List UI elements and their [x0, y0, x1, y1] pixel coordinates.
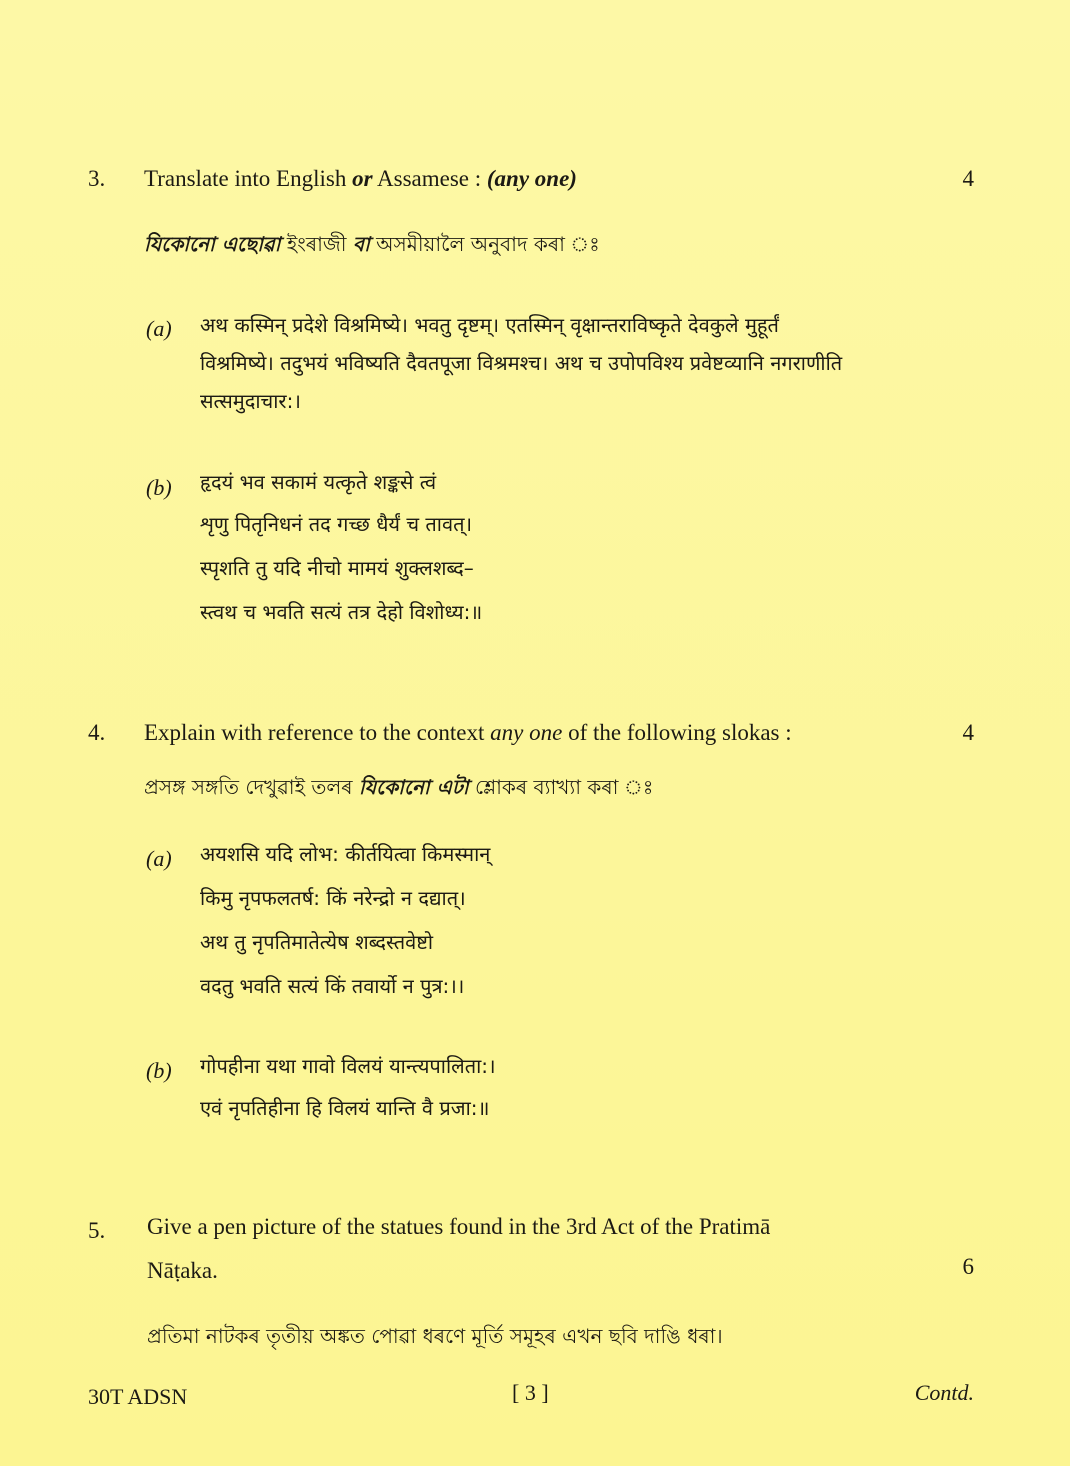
q4-as-b: যিকোনো এটা — [358, 775, 469, 799]
q3-text-b: Assamese : — [372, 166, 487, 191]
q4-as-a: প্ৰসঙ্গ সঙ্গতি দেখুৱাই তলৰ — [144, 775, 359, 799]
q4-number: 4. — [88, 720, 106, 745]
q3-a-passage — [200, 306, 975, 420]
q3-text-or: or — [352, 166, 373, 191]
q4-text-b: of the following slokas : — [562, 720, 792, 745]
q4-a-line: अथ तु नृपतिमातेत्येष शब्दस्तवेष्टो — [200, 930, 434, 954]
q3-number: 3. — [88, 166, 106, 191]
q5-assamese: প্ৰতিমা নাটকৰ তৃতীয় অঙ্কত পোৱা ধৰণে মূৰ্তি সমূহৰ এখন ছবি দাঙি ধৰা। — [147, 1324, 723, 1348]
page-number: [ 3 ] — [512, 1380, 549, 1405]
q3-a-label: (a) — [146, 316, 172, 341]
q3-b-line: शृणु पितृनिधनं तद गच्छ धैर्यं च तावत्। — [200, 512, 473, 536]
q4-a-line: किमु नृपफलतर्ष: किं नरेन्द्रो न दद्यात्। — [200, 886, 466, 910]
q4-marks: 4 — [962, 720, 974, 745]
q3-as-a: যিকোনো এছোৱা — [144, 232, 281, 256]
q3-b-line: स्पृशति तु यदि नीचो मामयं शुक्लशब्द– — [200, 556, 474, 580]
q3-as-or: বা — [352, 232, 370, 256]
q3-text-a: Translate into English — [144, 166, 353, 191]
q4-a-line: अयशसि यदि लोभ: कीर्तयित्वा किमस्मान् — [200, 842, 491, 866]
q3-b-label: (b) — [146, 475, 172, 500]
q4-b-line: एवं नृपतिहीना हि विलयं यान्ति वै प्रजा:॥ — [200, 1096, 490, 1120]
paper-code: 30T ADSN — [88, 1384, 188, 1409]
q4-as-c: শ্লোকৰ ব্যাখ্যা কৰা ঃ — [468, 775, 654, 799]
q3-instruction — [144, 166, 944, 192]
q3-assamese-instruction — [144, 230, 600, 263]
q5-line1: Give a pen picture of the statues found in the 3rd Act of the Pratimā — [147, 1214, 771, 1239]
q3-b-line: हृदयं भव सकामं यत्कृते शङ्कसे त्वं — [200, 470, 437, 494]
q4-a-label: (a) — [146, 846, 172, 871]
q3-a-line: विश्रमिष्ये। तदुभयं भविष्यति दैवतपूजा विश्रमश्च। अथ च उपोपविश्य प्रवेष्टव्यानि नगराणीति — [200, 351, 843, 375]
q3-a-line: अथ कस्मिन् प्रदेशे विश्रमिष्ये। भवतु दृष्टम्। एतस्मिन् वृक्षान्तराविष्कृते देवकुले मुहूर्तं — [200, 313, 779, 337]
q4-text-a: Explain with reference to the context — [144, 720, 491, 745]
q3-as-b: ইংৰাজী — [280, 232, 353, 256]
q4-instruction — [144, 720, 944, 746]
q3-marks: 4 — [962, 166, 974, 191]
q4-b-line: गोपहीना यथा गावो विलयं यान्त्यपालिता:। — [200, 1054, 496, 1078]
q3-b-line: स्त्वथ च भवति सत्यं तत्र देहो विशोध्य:॥ — [200, 600, 483, 624]
q4-assamese-instruction — [144, 773, 653, 806]
q4-b-label: (b) — [146, 1058, 172, 1083]
q5-line2: Nāṭaka. — [147, 1258, 218, 1283]
q5-number: 5. — [88, 1218, 106, 1243]
q3-a-line: सत्समुदाचार:। — [200, 389, 301, 413]
q3-text-any: (any one) — [486, 166, 577, 191]
q4-a-line: वदतु भवति सत्यं किं तवार्यो न पुत्र:।। — [200, 974, 465, 998]
q5-marks: 6 — [962, 1254, 974, 1279]
q4-text-any: any one — [490, 720, 563, 745]
continued-label: Contd. — [914, 1380, 974, 1405]
q3-as-c: অসমীয়ালৈ অনুবাদ কৰা ঃ — [369, 232, 600, 256]
